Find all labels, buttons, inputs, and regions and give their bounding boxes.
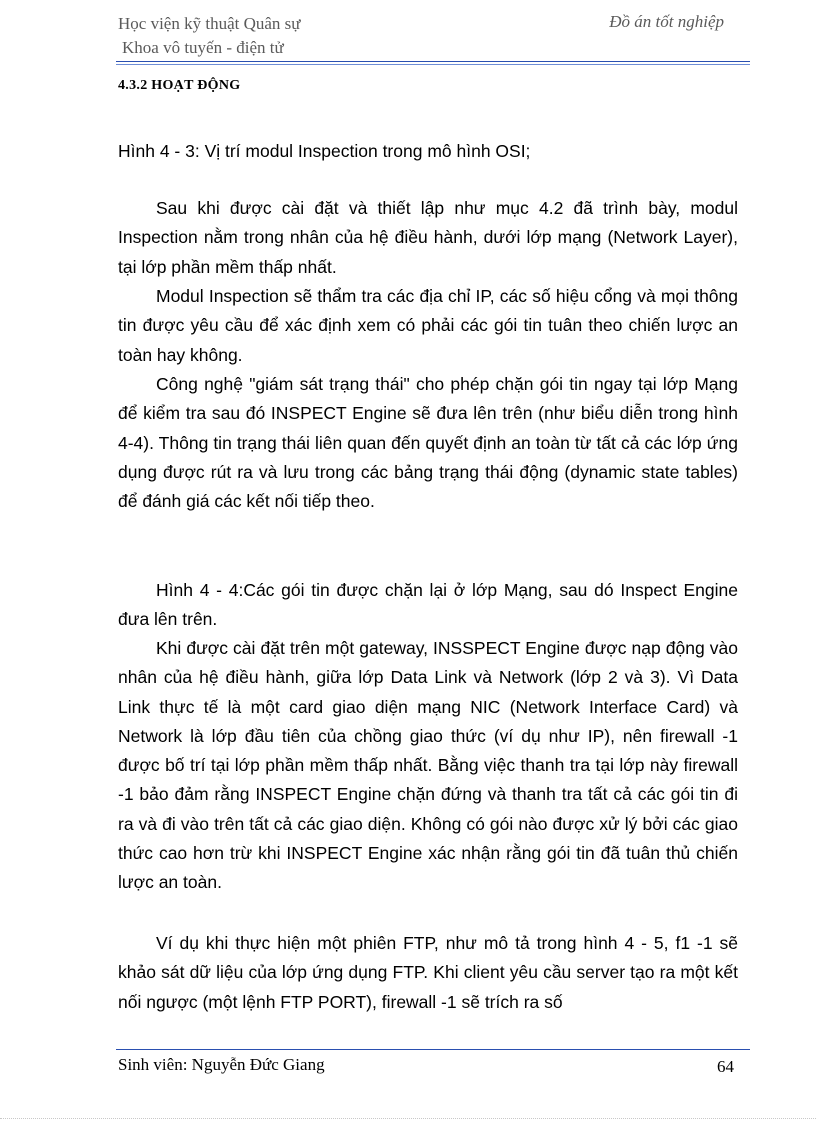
- paragraph-5: Ví dụ khi thực hiện một phiên FTP, như mô tả trong hình 4 - 5, f1 -1 sẽ khảo sát dữ liệu của lớp ứng dụng FTP. Khi client yêu cầu server tạo ra một kết nối ngược (một lệnh FTP PORT), firewall -1 sẽ trích ra số: [118, 933, 738, 1012]
- header-rule-secondary: [116, 64, 750, 65]
- student-name: Sinh viên: Nguyễn Đức Giang: [118, 1055, 325, 1074]
- page-header-left: [118, 12, 300, 60]
- page-number: 64: [717, 1057, 734, 1076]
- paragraph-2: Modul Inspection sẽ thẩm tra các địa chỉ IP, các số hiệu cổng và mọi thông tin được yêu cầu để xác định xem có phải các gói tin tuân theo chiến lược an toàn hay không.: [118, 286, 738, 365]
- page-boundary: [0, 1118, 816, 1119]
- header-rule: [116, 61, 750, 62]
- document-type: Đồ án tốt nghiệp: [609, 12, 724, 31]
- figure-caption-4-4: Hình 4 - 4:Các gói tin được chặn lại ở lớp Mạng, sau dó Inspect Engine đưa lên trên.: [118, 580, 738, 630]
- faculty-name: Khoa vô tuyến - điện tử: [122, 38, 284, 57]
- paragraph-3: Công nghệ "giám sát trạng thái" cho phép chặn gói tin ngay tại lớp Mạng để kiểm tra sau đó INSPECT Engine sẽ đưa lên trên (như biểu diễn trong hình 4-4). Thông tin trạng thái liên quan đến quyết định an toàn từ tất cả các lớp ứng dụng được rút ra và lưu trong các bảng trạng thái động (dynamic state tables) để đánh giá các kết nối tiếp theo.: [118, 374, 738, 512]
- figure-caption-4-3: Hình 4 - 3: Vị trí modul Inspection trong mô hình OSI;: [118, 141, 531, 161]
- institution-name: Học viện kỹ thuật Quân sự: [118, 14, 301, 33]
- footer-rule: [116, 1049, 750, 1050]
- section-heading: 4.3.2 HOẠT ĐỘNG: [118, 78, 241, 93]
- paragraph-1: Sau khi được cài đặt và thiết lập như mục 4.2 đã trình bày, modul Inspection nằm trong nhân của hệ điều hành, dưới lớp mạng (Network Layer), tại lớp phần mềm thấp nhất.: [118, 198, 738, 277]
- paragraph-4: Khi được cài đặt trên một gateway, INSSPECT Engine được nạp động vào nhân của hệ điều hành, giữa lớp Data Link và Network (lớp 2 và 3). Vì Data Link thực tế là một card giao diện mạng NIC (Network Interface Card) và Network là lớp đầu tiên của chồng giao thức (ví dụ như IP), nên firewall -1 được bố trí tại lớp phần mềm thấp nhất. Bằng việc thanh tra tại lớp này firewall -1 bảo đảm rằng INSPECT Engine chặn đứng và thanh tra tất cả các gói tin đi ra và đi vào trên tất cả các giao diện. Không có gói nào được xử lý bởi các giao thức cao hơn trừ khi INSPECT Engine xác nhận rằng gói tin đã tuân thủ chiến lược an toàn.: [118, 638, 738, 893]
